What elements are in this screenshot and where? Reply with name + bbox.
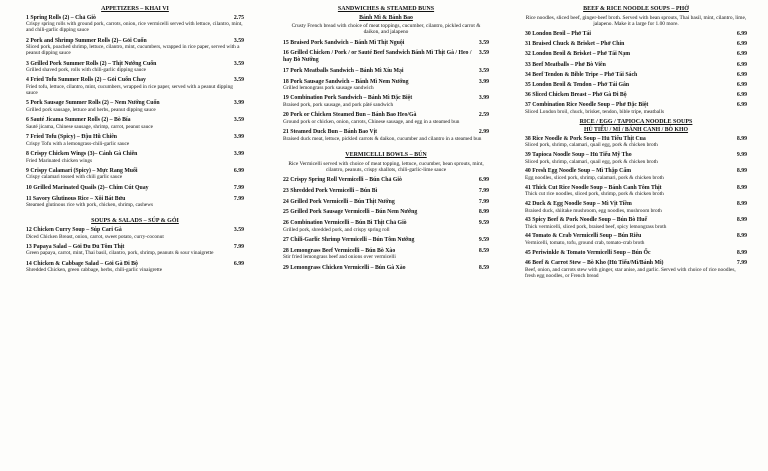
menu-item-description: Thick cut rice noodles, sliced pork, shrimp, pork & chicken broth [525, 191, 664, 198]
menu-item-name: 27 Chili-Garlic Shrimp Vermicelli – Bún Tôm Nướng [283, 237, 415, 244]
menu-item-price: 7.99 [233, 243, 244, 250]
menu-item-price: 9.99 [736, 152, 747, 159]
menu-item-price: 3.59 [478, 50, 489, 57]
menu-item [26, 38, 244, 57]
menu-item-name: 30 London Broil – Phở Tái [525, 31, 591, 37]
menu-item-row [26, 61, 244, 68]
menu-item-name: 14 Chicken & Cabbage Salad – Gỏi Gà Đi Bộ [26, 260, 138, 267]
menu-item-price: 7.99 [478, 198, 489, 205]
menu-item-name: 24 Grilled Pork Vermicelli – Bún Thịt Nướng [283, 198, 395, 205]
menu-item-row [525, 260, 747, 267]
menu-item-description: Grilled lemongrass pork sausage sandwich [283, 85, 374, 92]
menu-item-row [525, 92, 747, 99]
menu-item-row [283, 129, 489, 136]
menu-item-row [525, 31, 747, 38]
menu-item [525, 168, 747, 181]
menu-item [525, 62, 747, 69]
menu-item-description: Braised duck meat, lettuce, pickled carrots & daikon, cucumber and cilantro in a steamed bun [283, 135, 482, 142]
menu-item-row [525, 250, 747, 257]
menu-item-price: 3.59 [233, 60, 244, 67]
menu-item [525, 72, 747, 79]
menu-item-price: 3.59 [233, 77, 244, 84]
menu-item-name: 4 Fried Tofu Summer Rolls (2) – Gỏi Cuốn Chay [26, 77, 146, 84]
menu-item [283, 188, 489, 195]
menu-item-row [283, 177, 489, 184]
soups-list [26, 227, 244, 273]
menu-item-price: 7.99 [736, 259, 747, 266]
menu-item-name: 6 Sauté Jicama Summer Rolls (2) – Bò Bía [26, 117, 131, 124]
column-middle [283, 4, 489, 275]
menu-item-description: Stir fried lemongrass beef and onions over vermicelli [283, 254, 396, 261]
menu-item-name: 29 Lemongrass Chicken Vermicelli – Bún Gà Xào [283, 264, 406, 271]
menu-item [283, 40, 489, 47]
menu-item-name: 31 Braised Chuck & Brisket – Phở Chín [525, 41, 625, 48]
menu-item-price: 9.59 [478, 237, 489, 244]
menu-item-name: 5 Pork Sausage Summer Rolls (2) – Nem Nướng Cuốn [26, 100, 160, 107]
menu-item-row [525, 217, 747, 224]
menu-item [26, 61, 244, 74]
vermicelli-intro: Rice Vermicelli served with choice of meat topping, lettuce, cucumber, bean sprouts, mint, cilantro, peanuts, crispy shallots, chili-garlic-lime sauce [288, 160, 484, 173]
menu-item-price: 6.99 [736, 31, 747, 37]
menu-item-name: 32 London Broil & Brisket – Phở Tái Nạm [525, 51, 631, 58]
menu-item [26, 227, 244, 240]
menu-item-name: 15 Braised Pork Sandwich – Bánh Mì Thịt Nguội [283, 39, 405, 46]
menu-item-price: 7.99 [233, 184, 244, 191]
menu-item-description: Sliced pork, shrimp, calamari, quail egg, pork & chicken broth [525, 142, 658, 149]
menu-item-name: 25 Grilled Pork Sausage Vermicelli – Bún Nem Nướng [283, 209, 418, 216]
menu-item-price: 6.99 [736, 41, 747, 48]
menu-item-price: 6.99 [736, 71, 747, 78]
menu-item-row [525, 82, 747, 89]
menu-item-description: Sliced London broil, chuck, brisket, tendon, bible tripe, meatballs [525, 108, 665, 115]
pho-intro: Rice noodles, sliced beef, ginger-beef broth. Served with bean sprouts, Thai basil, mint, cilantro, lime, jalapeno. Make it a large for 1.00 more. [525, 14, 747, 27]
pho-list [525, 31, 747, 115]
menu-item-name: 10 Grilled Marinated Quails (2)– Chim Cút Quay [26, 184, 149, 191]
menu-item-price: 6.99 [233, 167, 244, 174]
menu-item [26, 151, 244, 164]
menu-item-row [525, 185, 747, 192]
menu-item-row [525, 62, 747, 69]
menu-item [525, 82, 747, 89]
menu-item-description: Beef, onion, and carrots stew with ginger, star anise, and garlic. Served with choice of rice noodles, fresh egg noodles, or French bread [525, 266, 736, 279]
sandwiches-title: SANDWICHES & STEAMED BUNS [337, 6, 435, 12]
menu-item [525, 31, 747, 38]
menu-item-row [26, 244, 244, 251]
menu-item-price: 6.99 [233, 260, 244, 267]
menu-item-description: Sauté jicama, Chinese sausage, shrimp, carrot, peanut sauce [26, 123, 153, 130]
menu-item-description: Grilled shaved pork, rolls with chili-garlic dipping sauce [26, 67, 147, 74]
menu-item [525, 92, 747, 99]
menu-item-price: 8.99 [736, 233, 747, 240]
menu-item-price: 6.99 [478, 177, 489, 184]
sandwiches-list [283, 40, 489, 142]
sandwiches-subtitle: Bánh Mì & Bánh Bao [359, 14, 413, 21]
menu-item [283, 50, 489, 63]
menu-item-name: 8 Crispy Chicken Wings (3)– Cánh Gà Chiên [26, 151, 138, 157]
menu-item-name: 21 Steamed Duck Bun – Bánh Bao Vịt [283, 129, 378, 136]
menu-item [525, 201, 747, 214]
pho-title: BEEF & RICE NOODLE SOUPS – PHỞ [583, 6, 689, 12]
menu-item-price: 8.99 [736, 184, 747, 191]
menu-item-name: 46 Beef & Carrot Stew – Bò Kho (Hủ Tiếu/Mì/Bánh Mì) [525, 259, 664, 266]
menu-item-price: 2.59 [478, 112, 489, 119]
menu-item-description: Thick vermicelli, sliced pork, braised beef, spicy lemongrass broth [525, 223, 667, 230]
menu-item [26, 196, 244, 209]
menu-item-row [283, 209, 489, 216]
menu-item-row [525, 102, 747, 109]
menu-item-description: Sliced pork, poached shrimp, lettuce, cilantro, mint, cucumbers, wrapped in rice paper, served with a peanut dipping sauce [26, 44, 240, 57]
menu-item [525, 217, 747, 230]
menu-item-row [283, 40, 489, 47]
menu-item-price: 8.99 [736, 135, 747, 142]
menu-item-price: 3.99 [478, 95, 489, 102]
menu-item-description: Crispy spring rolls with ground pork, carrots, onion, rice vermicelli served with lettuce, cilantro, mint, and chili-garlic dipping sauce [26, 21, 243, 34]
menu-item-price: 6.99 [736, 92, 747, 99]
menu-item-price: 2.75 [233, 14, 244, 21]
menu-item-price: 8.99 [736, 168, 747, 175]
menu-item-row [283, 50, 489, 63]
menu-item-price: 3.59 [478, 39, 489, 46]
menu-item-name: 41 Thick Cut Rice Noodle Soup – Bánh Canh Tôm Thịt [525, 184, 662, 191]
menu-item-price: 3.59 [233, 227, 244, 233]
menu-item-row [26, 77, 244, 84]
menu-item [283, 177, 489, 184]
menu-item-name: 37 Combination Rice Noodle Soup – Phở Đặc Biệt [525, 102, 649, 109]
menu-item-description: Braised duck, shiitake mushroom, egg noodles, mushroom broth [525, 207, 662, 214]
menu-item [283, 129, 489, 142]
menu-item-row [283, 237, 489, 244]
menu-item [283, 237, 489, 244]
menu-item-name: 13 Papaya Salad – Gỏi Đu Đủ Tôm Thịt [26, 243, 125, 250]
menu-item-name: 3 Grilled Pork Summer Rolls (2) – Thịt Nướng Cuốn [26, 60, 157, 67]
menu-item-name: 20 Pork or Chicken Steamed Bun – Bánh Bao Heo/Gà [283, 112, 417, 119]
menu-item-name: 28 Lemongrass Beef Vermicelli – Bún Bò Xào [283, 247, 396, 254]
menu-item-row [26, 227, 244, 234]
menu-item-row [26, 168, 244, 175]
menu-item-name: 33 Beef Meatballs – Phở Bò Viên [525, 61, 606, 68]
menu-item [525, 152, 747, 165]
menu-item-row [26, 196, 244, 203]
menu-item-row [283, 199, 489, 206]
menu-item-name: 39 Tapioca Noodle Soup – Hủ Tiếu Mỹ Tho [525, 152, 632, 159]
menu-item-name: 44 Tomato & Crab Vermicelli Soup – Bún Riêu [525, 233, 642, 240]
menu-item [525, 136, 747, 149]
menu-item-row [283, 265, 489, 272]
menu-item-price: 9.59 [478, 220, 489, 227]
menu-item [26, 77, 244, 96]
menu-item-description: Fried Marinated chicken wings [26, 157, 93, 164]
menu-item-price: 3.59 [233, 37, 244, 44]
menu-item [26, 100, 244, 113]
menu-item-row [26, 117, 244, 124]
menu-item-row [26, 15, 244, 22]
menu-item [283, 79, 489, 92]
menu-item [283, 220, 489, 233]
menu-item-name: 45 Periwinkle & Tomato Vermicelli Soup – Bún Ốc [525, 249, 651, 256]
menu-item [525, 250, 747, 257]
menu-item-row [26, 134, 244, 141]
menu-item [283, 112, 489, 125]
menu-item-description: Ground pork or chicken, onion, carrots, Chinese sausage, and egg in a steamed bun [283, 118, 460, 125]
menu-item-name: 17 Pork Meatballs Sandwich – Bánh Mì Xíu Mại [283, 67, 404, 74]
menu-item-name: 40 Fresh Egg Noodle Soup – Mì Thập Cẩm [525, 168, 632, 175]
menu-item-description: Steamed glutinous rice with pork, chicken, shrimp, cashews [26, 202, 154, 209]
menu-item-name: 23 Shredded Pork Vermicelli – Bún Bì [283, 187, 378, 194]
menu-item [283, 95, 489, 108]
noodles-subtitle: HỦ TIẾU / MÌ / BÁNH CANH / BÒ KHO [583, 127, 689, 134]
menu-item [26, 185, 244, 192]
menu-item-row [26, 100, 244, 107]
soups-title: SOUPS & SALADS – SÚP & GỎI [91, 218, 179, 225]
menu-item-price: 6.99 [736, 102, 747, 109]
menu-item [525, 51, 747, 58]
menu-item [525, 41, 747, 48]
appetizers-title: APPETIZERS – KHAI VI [101, 6, 169, 12]
menu-item-name: 9 Crispy Calamari (Spicy) – Mực Rang Muối [26, 167, 138, 174]
menu-item-description: Egg noodles, sliced pork, shrimp, calamari, pork & chicken broth [525, 174, 664, 181]
menu-item-name: 34 Beef Tendon & Bible Tripe – Phở Tái Sách [525, 71, 638, 78]
menu-item-description: Grilled pork sausage, lettuce and herbs, peanut dipping sauce [26, 106, 156, 113]
menu-item-name: 18 Pork Sausage Sandwich – Bánh Mì Nem Nướng [283, 78, 409, 85]
menu-item-row [525, 72, 747, 79]
menu-item-price: 7.99 [478, 187, 489, 194]
menu-item-price: 3.59 [233, 117, 244, 124]
menu-item-row [26, 151, 244, 158]
menu-item-name: 16 Grilled Chicken / Pork / or Sauté Beef Sandwich Bánh Mì Thịt Gà / Heo / hay Bò Nướng [283, 50, 472, 63]
menu-item-name: 36 Sliced Chicken Breast – Phở Gà Đi Bộ [525, 92, 627, 99]
menu-item-price: 3.99 [233, 100, 244, 107]
column-left [26, 4, 244, 278]
menu-item-price: 3.59 [478, 67, 489, 74]
menu-item-name: 1 Spring Rolls (2) – Chả Giò [26, 14, 96, 21]
menu-item-name: 12 Chicken Curry Soup – Súp Cari Gà [26, 227, 122, 233]
menu-item-description: Shredded Chicken, green cabbage, herbs, chili-garlic vinaigrette [26, 267, 163, 274]
menu-item-price: 3.99 [478, 78, 489, 85]
menu-item-name: 38 Rice Noodle & Pork Soup – Hủ Tiếu Thịt Cua [525, 135, 646, 142]
menu-item-row [525, 168, 747, 175]
menu-item-row [26, 261, 244, 268]
vermicelli-list [283, 177, 489, 271]
menu-item-name: 35 London Broil & Tendon – Phở Tái Gân [525, 81, 630, 88]
menu-item [283, 68, 489, 75]
column-right [525, 4, 747, 282]
menu-item-price: 6.99 [736, 81, 747, 88]
menu-item-row [283, 79, 489, 86]
menu-item-price: 8.99 [736, 200, 747, 207]
menu-item-description: Grilled pork, shredded pork, and crispy spring roll [283, 226, 390, 233]
noodles-title: RICE / EGG / TAPIOCA NOODLE SOUPS [579, 118, 693, 125]
menu-item-row [26, 38, 244, 45]
menu-item-row [525, 136, 747, 143]
menu-item-row [525, 201, 747, 208]
menu-item-description: Diced Chicken Breast, onion, carrot, sweet potato, curry-coconut [26, 233, 164, 240]
menu-item [283, 248, 489, 261]
menu-item-row [283, 68, 489, 75]
menu-item-name: 11 Savory Glutinous Rice – Xôi Bát Bửu [26, 195, 126, 202]
menu-item-name: 19 Combination Pork Sandwich – Bánh Mì Đặc Biệt [283, 95, 413, 102]
menu-item [26, 15, 244, 34]
menu-item-description: Green papaya, carrot, mint, Thai basil, cilantro, pork, shrimp, peanuts & sour vinaigrette [26, 250, 214, 257]
menu-item-description: Fried tofu, lettuce, cilantro, mint, cucumbers, wrapped in rice paper, served with a peanut dipping sauce [26, 84, 233, 97]
menu-item [283, 199, 489, 206]
menu-item-row [525, 152, 747, 159]
noodles-list [525, 136, 747, 279]
sandwiches-intro: Crusty French bread with choice of meat toppings, cucumber, cilantro, pickled carrot & daikon, and jalapeno [291, 23, 481, 36]
menu-item-name: 2 Pork and Shrimp Summer Rolls (2)– Gỏi Cuốn [26, 37, 147, 44]
menu-item-price: 3.99 [233, 134, 244, 141]
menu-item-row [26, 185, 244, 192]
menu-item [525, 233, 747, 246]
menu-item-name: 43 Spicy Beef & Pork Noodle Soup – Bún Bò Huế [525, 217, 648, 224]
menu-item-row [525, 41, 747, 48]
menu-item [525, 185, 747, 198]
menu-item-description: Braised pork, pork sausage, and pork pâté sandwich [283, 102, 394, 108]
menu-item [525, 260, 747, 279]
menu-item-description: Sliced pork, shrimp, calamari, quail egg, pork & chicken broth [525, 158, 658, 165]
menu-item-price: 2.99 [478, 129, 489, 136]
vermicelli-title: VERMICELLI BOWLS – BÚN [345, 152, 427, 159]
menu-item [26, 244, 244, 257]
menu-item-price: 8.59 [478, 264, 489, 271]
menu-item-description: Crispy calamari tossed with chili garlic sauce [26, 174, 123, 181]
menu-item-price: 8.99 [478, 209, 489, 216]
menu-item-row [283, 112, 489, 119]
menu-item-name: 26 Combination Vermicelli – Bún Bì Thịt Chả Giò [283, 220, 407, 227]
menu-item [26, 117, 244, 130]
menu-item-row [283, 95, 489, 102]
menu-item [283, 209, 489, 216]
menu-item-name: 42 Duck & Egg Noodle Soup – Mì Vịt Tiềm [525, 200, 632, 207]
menu-item-price: 6.99 [736, 61, 747, 68]
appetizers-list [26, 15, 244, 209]
menu-item [26, 168, 244, 181]
menu-item-price: 8.99 [736, 249, 747, 256]
menu-item-row [283, 188, 489, 195]
menu-item [26, 134, 244, 147]
menu-item-price: 8.59 [478, 247, 489, 254]
menu-item-row [525, 51, 747, 58]
menu-item-price: 3.99 [233, 151, 244, 157]
menu-item-description: Crispy Tofu with a lemongrass-chili-garlic sauce [26, 140, 130, 147]
menu-item-price: 8.99 [736, 217, 747, 224]
menu-item [26, 261, 244, 274]
menu-item-price: 7.99 [233, 195, 244, 202]
menu-item-row [283, 220, 489, 227]
menu-item-name: 22 Crispy Spring Roll Vermicelli – Bún Chả Giò [283, 177, 402, 184]
menu-item [283, 265, 489, 272]
menu-item-description: Vermicelli, tomato, tofu, ground crab, tomato-crab broth [525, 240, 645, 247]
menu-item-name: 7 Fried Tofu (Spicy) – Đậu Hũ Chiên [26, 134, 117, 141]
menu-item [525, 102, 747, 115]
menu-item-price: 6.99 [736, 51, 747, 58]
